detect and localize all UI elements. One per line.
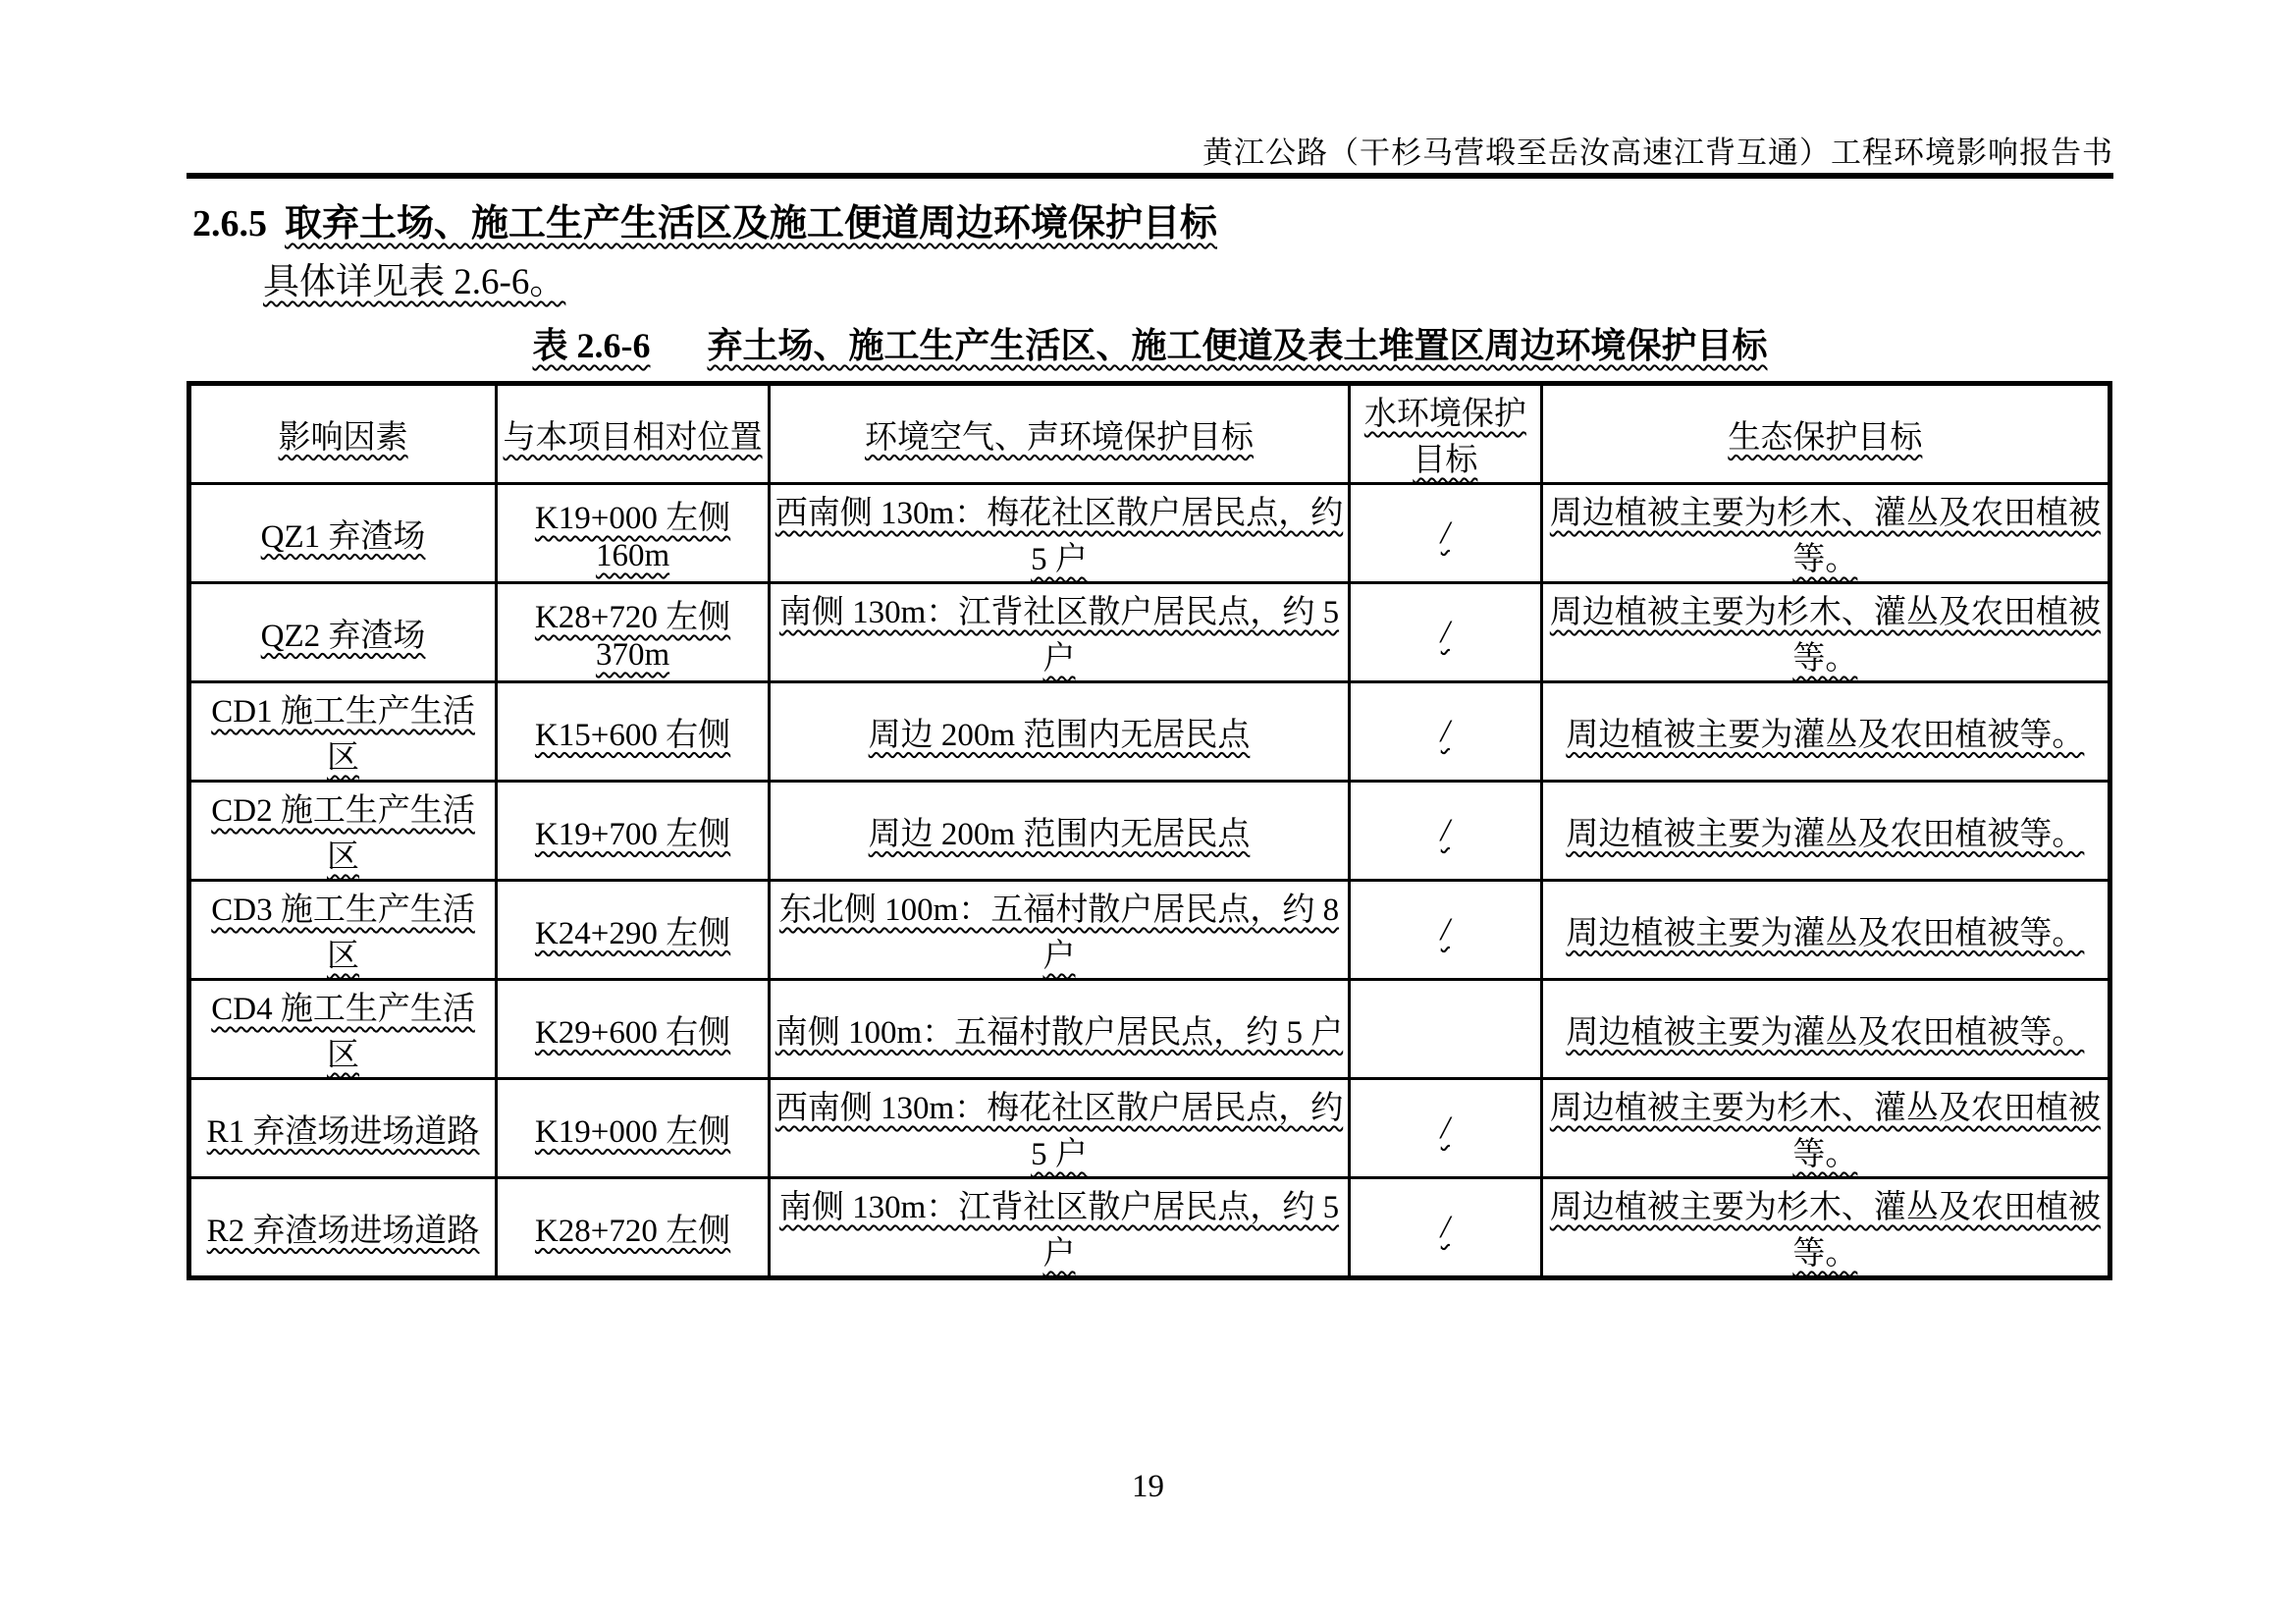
table-cell: CD1 施工生产生活区 bbox=[189, 682, 497, 782]
table-cell: K19+000 左侧 bbox=[497, 1079, 770, 1178]
table-cell: K28+720 左侧 370m bbox=[497, 583, 770, 682]
table-cell: 周边植被主要为杉木、灌丛及农田植被等。 bbox=[1541, 484, 2109, 583]
table-cell: 周边植被主要为杉木、灌丛及农田植被等。 bbox=[1541, 583, 2109, 682]
table-row bbox=[189, 881, 2110, 980]
table-cell: CD2 施工生产生活区 bbox=[189, 782, 497, 881]
table-caption-label: 表 2.6-6 bbox=[532, 326, 651, 365]
table-cell: K15+600 右侧 bbox=[497, 682, 770, 782]
table-cell: 周边植被主要为灌丛及农田植被等。 bbox=[1541, 682, 2109, 782]
table-cell: / bbox=[1350, 881, 1542, 980]
table-cell: CD4 施工生产生活区 bbox=[189, 980, 497, 1079]
table-header-row bbox=[189, 384, 2110, 484]
table-cell: K24+290 左侧 bbox=[497, 881, 770, 980]
table-header-cell: 生态保护目标 bbox=[1541, 384, 2109, 484]
table-header-cell: 水环境保护目标 bbox=[1350, 384, 1542, 484]
section-heading bbox=[192, 192, 1217, 246]
table-cell: 西南侧 130m：梅花社区散户居民点，约 5 户 bbox=[770, 1079, 1350, 1178]
table-cell: 南侧 130m：江背社区散户居民点，约 5 户 bbox=[770, 583, 1350, 682]
table-body bbox=[189, 484, 2110, 1278]
table-row bbox=[189, 484, 2110, 583]
table-cell: K28+720 左侧 bbox=[497, 1178, 770, 1278]
table-cell: / bbox=[1350, 583, 1542, 682]
page-number: 19 bbox=[1132, 1469, 1164, 1504]
table-cell: 周边植被主要为灌丛及农田植被等。 bbox=[1541, 881, 2109, 980]
table-cell: K19+700 左侧 bbox=[497, 782, 770, 881]
table-cell: QZ2 弃渣场 bbox=[189, 583, 497, 682]
table-cell: 周边 200m 范围内无居民点 bbox=[770, 682, 1350, 782]
table-cell: QZ1 弃渣场 bbox=[189, 484, 497, 583]
protection-targets-table bbox=[187, 381, 2112, 1280]
table-row bbox=[189, 1178, 2110, 1278]
table-cell: / bbox=[1350, 782, 1542, 881]
table-cell: 周边植被主要为杉木、灌丛及农田植被等。 bbox=[1541, 1178, 2109, 1278]
table-header bbox=[189, 384, 2110, 484]
table-cell: / bbox=[1350, 1178, 1542, 1278]
table-cell: CD3 施工生产生活区 bbox=[189, 881, 497, 980]
table-cell: / bbox=[1350, 1079, 1542, 1178]
table-cell: / bbox=[1350, 682, 1542, 782]
table-header-cell: 影响因素 bbox=[189, 384, 497, 484]
section-number: 2.6.5 bbox=[192, 203, 267, 244]
table-cell: R1 弃渣场进场道路 bbox=[189, 1079, 497, 1178]
table-caption-title: 弃土场、施工生产生活区、施工便道及表土堆置区周边环境保护目标 bbox=[707, 326, 1768, 365]
header-rule bbox=[187, 173, 2113, 179]
table-row bbox=[189, 1079, 2110, 1178]
running-header: 黄江公路（干杉马营塅至岳汝高速江背互通）工程环境影响报告书 bbox=[1202, 135, 2113, 170]
table-row bbox=[189, 980, 2110, 1079]
table-row bbox=[189, 782, 2110, 881]
table-cell: K19+000 左侧 160m bbox=[497, 484, 770, 583]
table-cell: 周边植被主要为灌丛及农田植被等。 bbox=[1541, 980, 2109, 1079]
table-cell: 西南侧 130m：梅花社区散户居民点，约 5 户 bbox=[770, 484, 1350, 583]
table-header-cell: 环境空气、声环境保护目标 bbox=[770, 384, 1350, 484]
table-row bbox=[189, 682, 2110, 782]
section-title: 取弃土场、施工生产生活区及施工便道周边环境保护目标 bbox=[285, 203, 1218, 244]
table-cell: R2 弃渣场进场道路 bbox=[189, 1178, 497, 1278]
table-cell: / bbox=[1350, 484, 1542, 583]
body-paragraph: 具体详见表 2.6-6。 bbox=[263, 262, 566, 302]
table-cell: 东北侧 100m：五福村散户居民点，约 8 户 bbox=[770, 881, 1350, 980]
table-cell: 南侧 130m：江背社区散户居民点，约 5 户 bbox=[770, 1178, 1350, 1278]
table-header-cell: 与本项目相对位置 bbox=[497, 384, 770, 484]
table-cell: 周边 200m 范围内无居民点 bbox=[770, 782, 1350, 881]
table-caption bbox=[187, 318, 2113, 368]
table-cell: 周边植被主要为灌丛及农田植被等。 bbox=[1541, 782, 2109, 881]
table-cell: K29+600 右侧 bbox=[497, 980, 770, 1079]
table-row bbox=[189, 583, 2110, 682]
table-cell: 周边植被主要为杉木、灌丛及农田植被等。 bbox=[1541, 1079, 2109, 1178]
table-cell: 南侧 100m：五福村散户居民点，约 5 户 bbox=[770, 980, 1350, 1079]
table-cell bbox=[1350, 980, 1542, 1079]
